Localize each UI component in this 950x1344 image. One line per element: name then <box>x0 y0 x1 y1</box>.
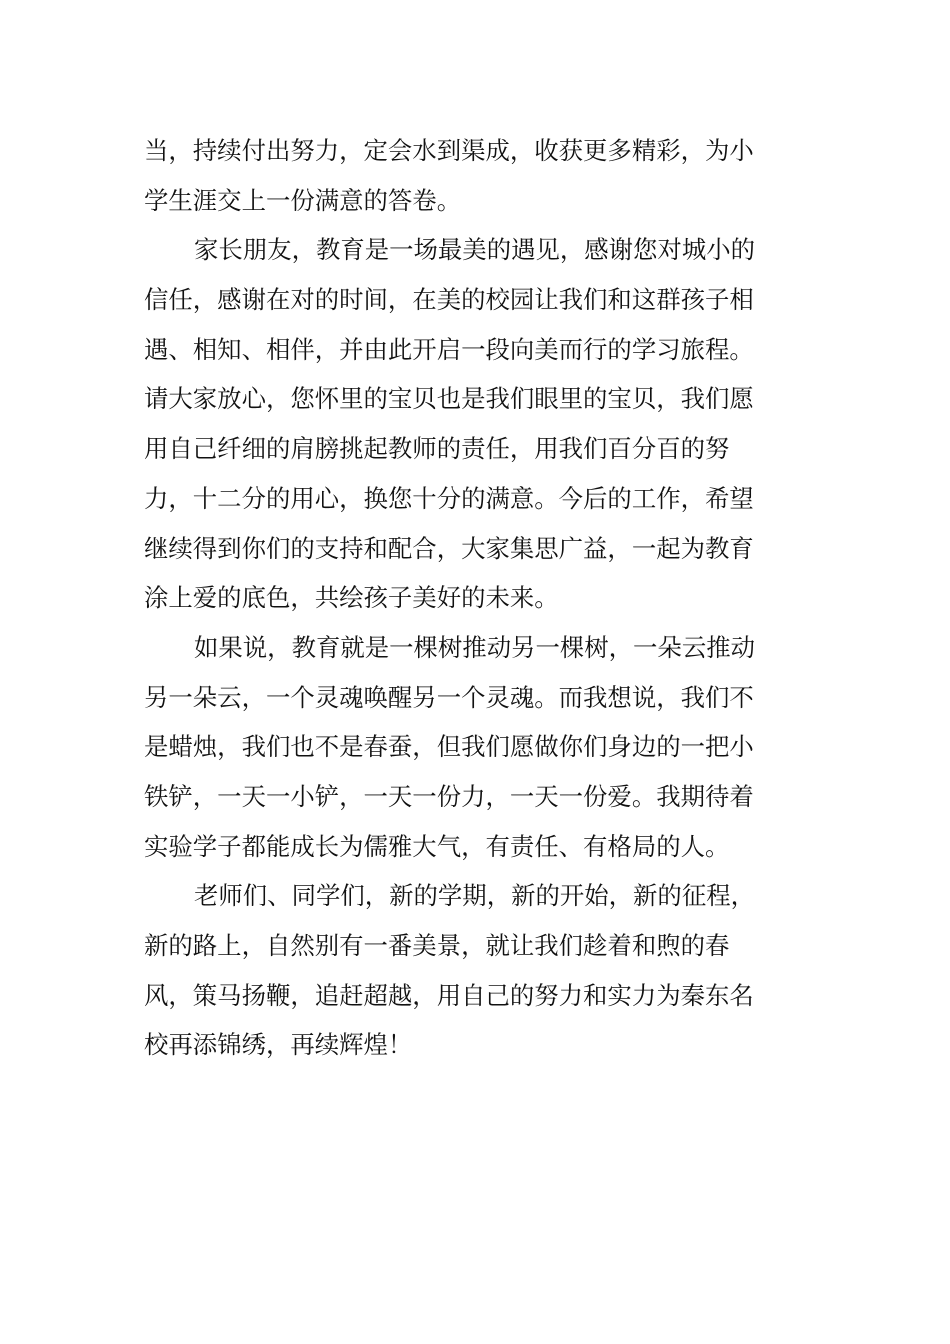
text-line: 请大家放心，您怀里的宝贝也是我们眼里的宝贝，我们愿 <box>144 384 754 414</box>
text-line: 力，十二分的用心，换您十分的满意。今后的工作，希望 <box>144 483 754 513</box>
document-body <box>144 126 794 1070</box>
paragraph-1 <box>144 126 794 225</box>
paragraph-4 <box>144 871 794 1070</box>
text-line: 校再添锦绣，再续辉煌！ <box>144 1030 413 1060</box>
text-line: 风，策马扬鞭，追赶超越，用自己的努力和实力为秦东名 <box>144 980 754 1010</box>
text-line: 实验学子都能成长为儒雅大气，有责任、有格局的人。 <box>144 831 730 861</box>
paragraph-3 <box>144 623 794 871</box>
text-line: 新的路上，自然别有一番美景，就让我们趁着和煦的春 <box>144 931 730 960</box>
text-line: 用自己纤细的肩膀挑起教师的责任，用我们百分百的努 <box>144 434 730 464</box>
text-line: 另一朵云，一个灵魂唤醒另一个灵魂。而我想说，我们不 <box>144 682 754 712</box>
text-line: 是蜡烛，我们也不是春蚕，但我们愿做你们身边的一把小 <box>144 732 754 762</box>
text-line: 铁铲，一天一小铲，一天一份力，一天一份爱。我期待着 <box>144 781 754 811</box>
text-line: 涂上爱的底色，共绘孩子美好的未来。 <box>144 583 559 613</box>
text-line: 老师们、同学们，新的学期，新的开始，新的征程， <box>194 881 755 911</box>
text-line: 当，持续付出努力，定会水到渠成，收获更多精彩，为小 <box>144 136 754 165</box>
text-line: 遇、相知、相伴，并由此开启一段向美而行的学习旅程。 <box>144 334 754 364</box>
text-line: 继续得到你们的支持和配合，大家集思广益，一起为教育 <box>144 533 754 563</box>
paragraph-2 <box>144 225 794 623</box>
text-line: 学生涯交上一份满意的答卷。 <box>144 185 462 215</box>
text-line: 家长朋友，教育是一场最美的遇见，感谢您对城小的 <box>194 235 755 265</box>
text-line: 如果说，教育就是一棵树推动另一棵树，一朵云推动 <box>194 632 755 662</box>
text-line: 信任，感谢在对的时间，在美的校园让我们和这群孩子相 <box>144 285 754 315</box>
